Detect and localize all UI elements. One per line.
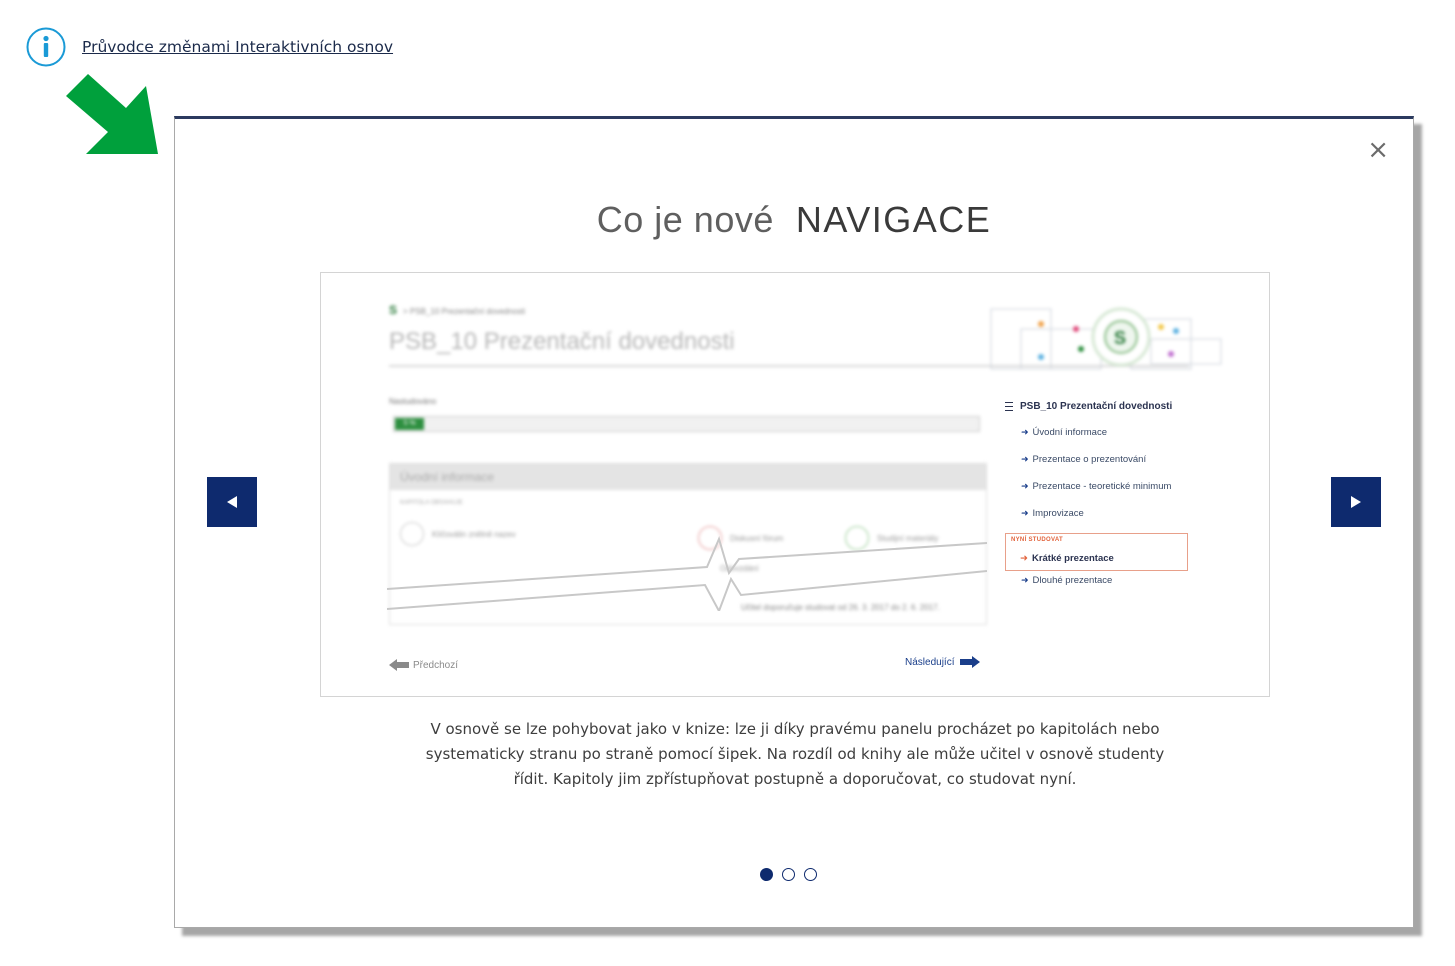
prev-page-link[interactable]: Předchozí [389,659,458,671]
toc-item[interactable]: ➜ Dlouhé prezentace [1021,575,1113,586]
slide-dot-2[interactable] [782,868,795,881]
caret-right-icon [1350,495,1362,509]
menu-icon [1005,402,1013,411]
title-prefix: Co je nové [596,199,774,240]
pointer-arrow-icon [66,74,162,158]
toc-title: PSB_10 Prezentační dovednosti [1005,401,1205,412]
slide-indicator [760,868,826,881]
slide-description: V osnově se lze pohybovat jako v knize: lze ji díky pravému panelu procházet po kapitolách nebo systematicky stranu po straně pomocí šipek. Na rozdíl od knihy ale může učitel v osnově studenty řídit. Kapitoly jim zpřístupňovat postupně a doporučovat, co studovat nyní. [425,720,1165,788]
toc-item[interactable]: ➜ Prezentace o prezentování [1021,454,1147,465]
modal-title [175,199,1413,241]
course-title: PSB_10 Prezentační dovednosti [389,328,735,355]
info-link-row [26,27,393,67]
toc-item[interactable]: ➜ Úvodní informace [1021,427,1107,438]
recommend-text: Učitel doporučuje studovat od 26. 3. 2017 do 2. 6. 2017. [741,603,940,612]
course-logo-decoration [981,299,1231,379]
next-slide-button[interactable] [1331,477,1381,527]
close-button[interactable]: × [1367,135,1389,165]
slide-dot-1[interactable] [760,868,773,881]
section-item: Studijní materiály [845,526,938,550]
whats-new-modal [174,116,1414,928]
section-heading: Úvodní informace [390,464,986,490]
section-item: Diskusní fórum [698,526,783,550]
progress-fill: 5 % [395,418,424,430]
progress-label: Nastudováno [389,397,437,406]
toc-item[interactable]: ➜ Improvizace [1021,508,1084,519]
slide-image [320,272,1270,697]
section-sub: KAPITOLA OBSAHUJE [400,500,463,506]
prev-slide-button[interactable] [207,477,257,527]
title-section: NAVIGACE [795,199,992,240]
slide-dot-3[interactable] [804,868,817,881]
section-item: Klíčoválin znělně nazev [400,522,516,546]
breadcrumb: S > PSB_10 Prezentační dovednosti [389,303,526,317]
section-item: Odevzdání [720,564,759,573]
guide-link[interactable]: Průvodce změnami Interaktivních osnov [82,38,394,56]
arrow-right-icon [960,656,980,668]
caret-left-icon [226,495,238,509]
current-tag: NYNÍ STUDOVAT [1011,537,1064,543]
arrow-left-icon [389,659,409,671]
toc-panel [1005,401,1205,586]
info-icon[interactable] [26,27,66,67]
cut-line-graphic [387,531,987,611]
next-page-link[interactable]: Následující [905,656,980,668]
svg-text:S: S [1114,328,1127,348]
current-label: ➜ Krátké prezentace [1020,553,1114,564]
toc-item[interactable]: ➜ Prezentace - teoretické minimum [1021,481,1172,492]
progress-bar [393,416,980,432]
toc-current-item[interactable] [1005,533,1188,571]
